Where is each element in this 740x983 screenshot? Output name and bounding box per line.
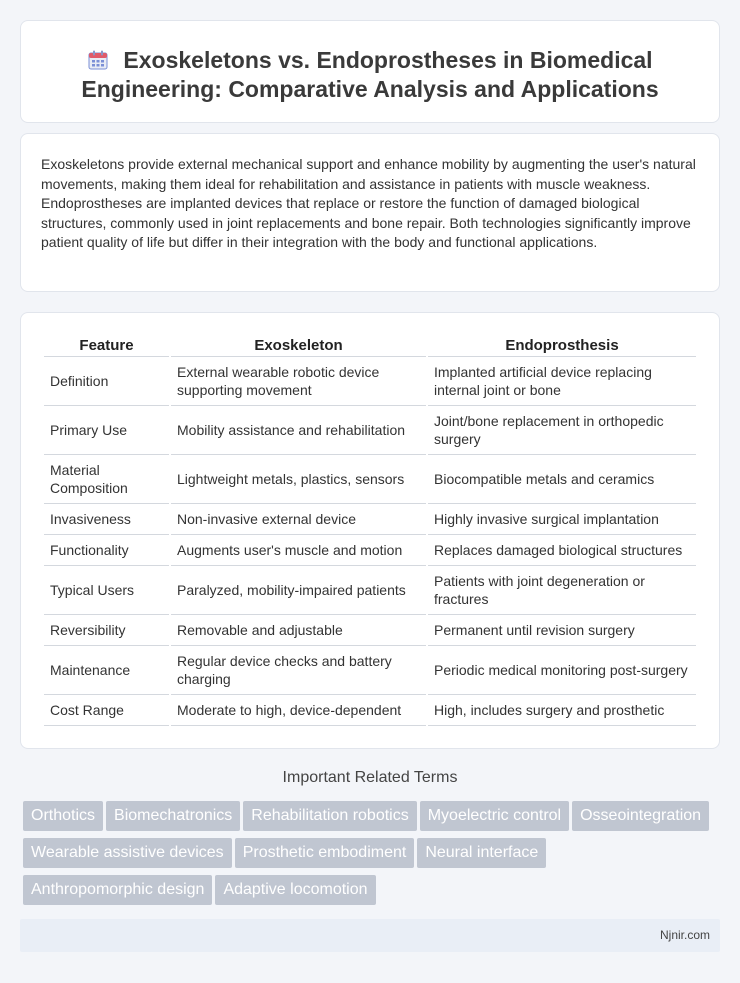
endoprosthesis-cell: Highly invasive surgical implantation (428, 504, 696, 535)
title-card (20, 20, 720, 123)
table-header-row (44, 333, 696, 357)
table-row (44, 535, 696, 566)
tag-prosthetic-embodiment[interactable]: Prosthetic embodiment (235, 838, 415, 868)
endoprosthesis-cell: Joint/bone replacement in orthopedic surgery (428, 406, 696, 455)
table-row (44, 646, 696, 695)
endoprosthesis-cell: Periodic medical monitoring post-surgery (428, 646, 696, 695)
tag-biomechatronics[interactable]: Biomechatronics (106, 801, 240, 831)
tag-anthropomorphic-design[interactable]: Anthropomorphic design (23, 875, 212, 905)
comparison-table (42, 333, 698, 726)
feature-cell: Typical Users (44, 566, 169, 615)
feature-cell: Definition (44, 357, 169, 406)
feature-cell: Material Composition (44, 455, 169, 504)
footer (20, 919, 720, 952)
exoskeleton-cell: Regular device checks and battery charging (171, 646, 426, 695)
endoprosthesis-cell: Implanted artificial device replacing internal joint or bone (428, 357, 696, 406)
tag-osseointegration[interactable]: Osseointegration (572, 801, 709, 831)
tag-rehabilitation-robotics[interactable]: Rehabilitation robotics (243, 801, 416, 831)
feature-cell: Invasiveness (44, 504, 169, 535)
exoskeleton-cell: Paralyzed, mobility-impaired patients (171, 566, 426, 615)
table-row (44, 504, 696, 535)
table-row (44, 357, 696, 406)
endoprosthesis-cell: Permanent until revision surgery (428, 615, 696, 646)
tag-neural-interface[interactable]: Neural interface (417, 838, 546, 868)
table-row (44, 455, 696, 504)
tag-orthotics[interactable]: Orthotics (23, 801, 103, 831)
comparison-card (20, 312, 720, 749)
exoskeleton-cell: Augments user's muscle and motion (171, 535, 426, 566)
table-row (44, 615, 696, 646)
exoskeleton-cell: Lightweight metals, plastics, sensors (171, 455, 426, 504)
exoskeleton-cell: Removable and adjustable (171, 615, 426, 646)
exoskeleton-cell: Mobility assistance and rehabilitation (171, 406, 426, 455)
endoprosthesis-cell: Replaces damaged biological structures (428, 535, 696, 566)
endoprosthesis-cell: Patients with joint degeneration or fractures (428, 566, 696, 615)
intro-paragraph: Exoskeletons provide external mechanical support and enhance mobility by augmenting the user's natural movements, making them ideal for rehabilitation and assistance in patients with muscle weakness. Endoprostheses are implanted devices that replace or restore the function of damaged biological structures, commonly used in joint replacements and bone repair. Both technologies significantly improve patient quality of life but differ in their integration with the body and functional applications. (41, 156, 696, 250)
exoskeleton-cell: Moderate to high, device-dependent (171, 695, 426, 726)
feature-cell: Cost Range (44, 695, 169, 726)
related-terms-heading: Important Related Terms (282, 769, 458, 786)
endoprosthesis-cell: Biocompatible metals and ceramics (428, 455, 696, 504)
feature-cell: Functionality (44, 535, 169, 566)
footer-site-link[interactable]: Njnir.com (659, 928, 710, 942)
calendar-icon (87, 49, 109, 71)
tag-myoelectric-control[interactable]: Myoelectric control (420, 801, 569, 831)
table-row (44, 695, 696, 726)
table-row (44, 406, 696, 455)
intro-card (20, 133, 720, 292)
table-row (44, 566, 696, 615)
exoskeleton-cell: External wearable robotic device supporting movement (171, 357, 426, 406)
tag-adaptive-locomotion[interactable]: Adaptive locomotion (215, 875, 375, 905)
feature-cell: Reversibility (44, 615, 169, 646)
feature-cell: Primary Use (44, 406, 169, 455)
page-title-text: Exoskeletons vs. Endoprostheses in Biomedical Engineering: Comparative Analysis and Applications (81, 47, 659, 102)
endoprosthesis-cell: High, includes surgery and prosthetic (428, 695, 696, 726)
header-feature: Feature (44, 333, 169, 357)
feature-cell: Maintenance (44, 646, 169, 695)
header-exoskeleton: Exoskeleton (171, 333, 426, 357)
related-terms-list (23, 801, 713, 912)
exoskeleton-cell: Non-invasive external device (171, 504, 426, 535)
header-endoprosthesis: Endoprosthesis (428, 333, 696, 357)
tag-wearable-assistive-devices[interactable]: Wearable assistive devices (23, 838, 232, 868)
page-title (61, 46, 679, 104)
